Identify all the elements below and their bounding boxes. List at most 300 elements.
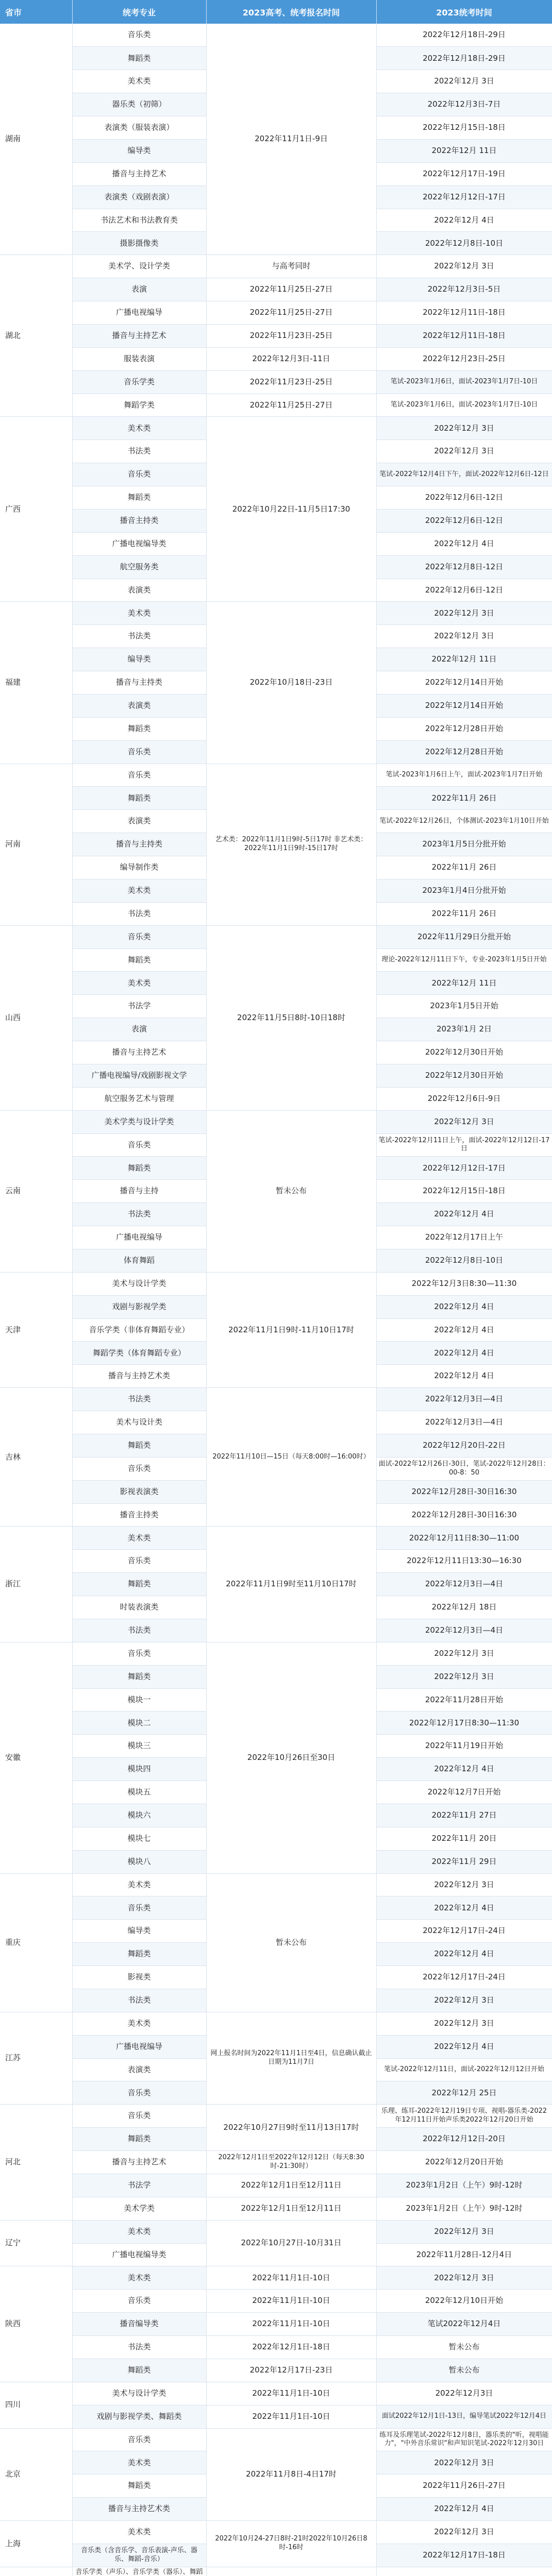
registration-cell: 艺术类：2022年11月1日9时-5日17时 非艺术类：2022年11月1日9时-15日17时 [206,764,376,925]
subject-cell: 舞蹈类 [72,486,206,510]
exam-time-cell: 2022年12月11日13:30—16:30 [376,1550,552,1573]
exam-time-cell: 2022年12月 3日 [376,625,552,648]
exam-time-cell: 面试-2022年12月26日-30日，笔试-2022年12月28日：00-8：50 [376,1457,552,1480]
exam-time-cell: 2022年12月 4日 [376,209,552,232]
exam-time-cell: 2022年12月28日-30日16:30 [376,1503,552,1527]
exam-time-cell: 2022年12月18日-29日 [376,47,552,70]
registration-cell: 2022年12月1日至12月11日 [206,2174,376,2197]
subject-cell: 书法类 [72,2336,206,2359]
exam-time-cell: 2022年12月 3日 [376,417,552,440]
subject-cell: 编导类 [72,1920,206,1943]
registration-cell: 暂未公布 [206,1110,376,1272]
subject-cell: 美术类 [72,602,206,625]
exam-time-cell: 笔试-2022年12月26日，个体测试-2023年1月10日开始 [376,810,552,833]
exam-time-cell: 2022年12月23日-25日 [376,347,552,370]
exam-time-cell: 2023年1月2日（上午）9时-12时 [376,2174,552,2197]
table-row [0,2382,552,2405]
exam-time-cell: 2022年12月11日8:30—11:00 [376,1527,552,1550]
exam-time-cell: 2022年11月 29日 [376,1850,552,1873]
subject-cell: 音乐学类（声乐）、音乐学类（器乐）、舞蹈 [72,2567,206,2576]
registration-cell: 2022年11月1日-10日 [206,2382,376,2405]
exam-time-cell: 2022年12月6日-12日 [376,509,552,532]
subject-cell: 播音与主持艺术 [72,324,206,347]
subject-cell: 舞蹈类 [72,787,206,810]
subject-cell: 航空服务艺术与管理 [72,1087,206,1110]
province-cell: 江苏 [0,2012,72,2105]
exam-time-cell: 2023年1月2日（上午）9时-12时 [376,2197,552,2220]
exam-time-cell: 暂未公布 [376,2359,552,2382]
exam-time-cell: 2022年12月 3日 [376,2266,552,2290]
registration-cell: 2022年11月23日-25日 [206,324,376,347]
subject-cell: 书法类 [72,625,206,648]
exam-time-cell: 面试2022年12月1日-13日，编导笔试2022年12月4日 [376,2405,552,2428]
subject-cell: 广播电视编导 [72,2035,206,2058]
subject-cell: 美术类 [72,70,206,93]
exam-time-cell: 练耳及乐理笔试-2022年12月8日，器乐类的"听，视唱能力"，"中外音乐常识"和声知识笔试-2022年12月30日 [376,2428,552,2451]
subject-cell: 播音主持类 [72,509,206,532]
subject-cell: 音乐类 [72,1896,206,1920]
exam-time-cell: 2022年12月3日8:30—11:30 [376,1272,552,1295]
subject-cell: 美术学类与设计学类 [72,1110,206,1133]
registration-cell: 2022年11月10日—15日（每天8:00时—16:00时） [206,1388,376,1527]
registration-cell: 2022年10月24-27日8时-21时2022年10月26日8时-16时 [206,2521,376,2567]
exam-time-cell: 2022年12月 11日 [376,972,552,995]
subject-cell: 美术类 [72,417,206,440]
exam-time-cell: 2022年12月 3日 [376,2012,552,2035]
subject-cell: 音乐类 [72,1550,206,1573]
exam-time-cell: 笔试-2023年1月6日上午，面试-2023年1月7日开始 [376,764,552,787]
subject-cell: 舞蹈类 [72,1573,206,1596]
registration-cell: 2022年10月22日-11月5日17:30 [206,417,376,602]
table-row [0,324,552,347]
exam-time-cell: 2022年12月 3日 [376,255,552,278]
table-row [0,394,552,417]
table-row [0,2105,552,2128]
exam-time-cell: 2022年12月 11日 [376,139,552,162]
province-cell: 山西 [0,925,72,1110]
table-row [0,2174,552,2197]
exam-time-cell: 2022年12月30日开始 [376,1064,552,1087]
exam-time-cell: 2022年12月12日-17日 [376,185,552,209]
exam-time-cell: 2022年12月 4日 [376,1943,552,1966]
table-row [0,301,552,325]
registration-cell: 2022年11月1日-10日 [206,2266,376,2290]
subject-cell: 美术学类 [72,2197,206,2220]
subject-cell: 模块八 [72,1850,206,1873]
subject-cell: 广播电视编导 [72,301,206,325]
exam-time-cell: 2022年12月 4日 [376,532,552,555]
exam-time-cell: 2022年12月8日-12日 [376,555,552,579]
subject-cell: 美术类 [72,2451,206,2475]
subject-cell: 广播电视编导类 [72,2243,206,2266]
exam-time-cell: 2022年12月20日开始 [376,2151,552,2174]
subject-cell: 美术类 [72,879,206,902]
subject-cell: 模块三 [72,1735,206,1758]
exam-time-cell: 2022年12月 3日 [376,2521,552,2544]
subject-cell: 舞蹈类 [72,1665,206,1688]
table-row [0,24,552,47]
registration-cell: 2022年12月1日至2022年12月12日（每天8:30时-21:30时） [206,2151,376,2174]
subject-cell: 模块二 [72,1711,206,1735]
table-row [0,347,552,370]
exam-time-cell: 2022年12月18日-29日 [376,24,552,47]
subject-cell: 音乐类 [72,2290,206,2313]
subject-cell: 表演类 [72,810,206,833]
exam-time-cell: 2022年11月19日开始 [376,1735,552,1758]
subject-cell: 美术类 [72,972,206,995]
exam-time-cell: 2022年12月 4日 [376,1295,552,1318]
province-cell: 河北 [0,2105,72,2220]
province-cell: 河南 [0,764,72,925]
subject-cell: 表演 [72,278,206,301]
exam-time-cell: 2022年12月20日-22日 [376,1434,552,1457]
province-cell: 天津 [0,1272,72,1387]
exam-time-cell: 2022年12月11日-18日 [376,301,552,325]
table-row [0,2197,552,2220]
subject-cell: 音乐类（含音乐学、音乐表演-声乐、器乐、舞蹈-音乐） [72,2544,206,2567]
exam-time-cell: 2022年12月3日—4日 [376,1573,552,1596]
exam-time-cell: 2022年11月 26日 [376,902,552,925]
registration-cell: 2022年10月27日-10月31日 [206,2220,376,2266]
exam-time-cell: 2022年12月3日—4日 [376,1619,552,1642]
exam-time-cell: 2022年12月 4日 [376,2498,552,2521]
table-row [0,764,552,787]
subject-cell: 书法艺术和书法教育类 [72,209,206,232]
table-row [0,278,552,301]
table-row [0,1272,552,1295]
exam-time-cell: 2022年12月3日-5日 [376,278,552,301]
table-row [0,1642,552,1665]
exam-time-cell: 2022年11月 27日 [376,1804,552,1827]
registration-cell: 2022年11月25日-27日 [206,278,376,301]
exam-time-cell: 2022年12月17日-18日 [376,2544,552,2567]
subject-cell: 美术与设计学类 [72,1272,206,1295]
exam-time-cell: 2022年12月 18日 [376,1596,552,1619]
subject-cell: 播音与主持艺术 [72,2151,206,2174]
exam-time-cell: 2022年12月10日开始 [376,2290,552,2313]
exam-time-cell: 笔试-2022年12月11日，面试-2022年12月12日开始 [376,2058,552,2081]
exam-time-cell: 笔试-2023年1月6日，面试-2023年1月7日-10日 [376,394,552,417]
subject-cell: 舞蹈学类 [72,394,206,417]
subject-cell: 戏剧与影视学类、舞蹈类 [72,2405,206,2428]
exam-time-cell: 笔试-2022年12月11日上午，面试-2022年12月12日-17日 [376,1133,552,1157]
subject-cell: 舞蹈类 [72,1434,206,1457]
subject-cell: 音乐类 [72,463,206,486]
exam-time-cell: 2022年12月 4日 [376,1896,552,1920]
table-row [0,2220,552,2243]
registration-cell: 2022年11月25日-27日 [206,301,376,325]
registration-cell: 2022年11月25日-27日 [206,394,376,417]
exam-time-cell: 2022年11月28日-12月4日 [376,2243,552,2266]
subject-cell: 舞蹈学类（体育舞蹈专业） [72,1342,206,1365]
subject-cell: 器乐类（初筛） [72,93,206,116]
subject-cell: 音乐类 [72,925,206,948]
subject-cell: 美术类 [72,1527,206,1550]
exam-time-cell: 2022年12月8日-10日 [376,1249,552,1272]
subject-cell: 音乐类 [72,764,206,787]
subject-cell: 舞蹈类 [72,47,206,70]
subject-cell: 表演类 [72,579,206,602]
registration-cell: 2022年11月1日-10日 [206,2405,376,2428]
exam-time-cell: 2022年12月3日 [376,2382,552,2405]
table-row [0,2290,552,2313]
subject-cell: 美术与设计类 [72,1411,206,1434]
registration-cell: 暂未公布 [206,1873,376,2012]
exam-time-cell: 2022年12月15日-18日 [376,116,552,140]
table-row [0,1873,552,1896]
table-row [0,2405,552,2428]
exam-time-cell: 2022年11月26日-27日 [376,2475,552,2498]
exam-time-cell: 2022年12月 4日 [376,1342,552,1365]
exam-time-cell: 2022年12月 4日 [376,1758,552,1781]
exam-time-cell: 2022年12月 3日 [376,440,552,463]
subject-cell: 美术类 [72,1873,206,1896]
registration-cell: 2022年12月3日-11日 [206,347,376,370]
subject-cell: 编导类 [72,139,206,162]
table-row [0,2428,552,2451]
subject-cell: 舞蹈类 [72,2359,206,2382]
exam-time-cell: 2023年1月5日分批开始 [376,833,552,856]
subject-cell: 时装表演类 [72,1596,206,1619]
subject-cell: 美术类 [72,2266,206,2290]
subject-cell: 音乐类 [72,2105,206,2128]
subject-cell: 书法学 [72,995,206,1018]
exam-time-cell: 2022年11月29日分批开始 [376,925,552,948]
exam-time-cell: 2022年11月 20日 [376,1827,552,1850]
subject-cell: 服装表演 [72,347,206,370]
subject-cell: 书法类 [72,1388,206,1411]
table-row [0,925,552,948]
subject-cell: 舞蹈类 [72,1943,206,1966]
subject-cell: 书法类 [72,1203,206,1226]
subject-cell: 播音与主持类 [72,671,206,694]
exam-time-cell: 笔试2022年12月4日 [376,2313,552,2336]
registration-cell: 2022年12月17日-23日 [206,2359,376,2382]
subject-cell: 音乐学类（非体育舞蹈专业） [72,1318,206,1342]
exam-time-cell: 2022年12月14日开始 [376,694,552,717]
subject-cell: 美术类 [72,2012,206,2035]
subject-cell: 美术学、设计学类 [72,255,206,278]
table-row [0,602,552,625]
subject-cell: 美术类 [72,2521,206,2544]
subject-cell: 音乐类 [72,740,206,764]
exam-time-cell: 2022年12月 4日 [376,1318,552,1342]
exam-time-cell: 2022年12月12日-17日 [376,1157,552,1180]
table-row [0,2313,552,2336]
exam-time-cell: 2022年12月7日开始 [376,1781,552,1804]
exam-time-cell: 2022年12月 4日 [376,2035,552,2058]
subject-cell: 编导类 [72,648,206,671]
exam-time-cell: 2022年12月17日-24日 [376,1920,552,1943]
exam-time-cell: 2023年1月5日开始 [376,995,552,1018]
exam-time-cell: 2022年12月 11日 [376,648,552,671]
subject-cell: 航空服务类 [72,555,206,579]
exam-time-cell: 2022年11月 26日 [376,787,552,810]
registration-cell: 2022年11月1日-10日 [206,2313,376,2336]
exam-time-cell: 2022年12月6日-12日 [376,486,552,510]
table-row [0,2266,552,2290]
subject-cell: 模块六 [72,1804,206,1827]
subject-cell: 舞蹈类 [72,2128,206,2151]
exam-time-cell: 2022年12月30日开始 [376,1041,552,1064]
table-row [0,370,552,394]
subject-cell: 音乐类 [72,24,206,47]
registration-cell [206,2567,376,2576]
exam-time-cell: 2022年11月28日开始 [376,1688,552,1711]
registration-cell: 2022年11月5日8时-10日18时 [206,925,376,1110]
table-row [0,1388,552,1411]
province-cell: 云南 [0,1110,72,1272]
subject-cell: 音乐类 [72,1642,206,1665]
registration-cell: 2022年11月1日9时-11月10日17时 [206,1272,376,1387]
subject-cell: 模块五 [72,1781,206,1804]
table-row [0,2359,552,2382]
exam-time-cell: 2022年12月28日-30日16:30 [376,1480,552,1503]
table-row [0,2151,552,2174]
subject-cell: 表演类 [72,2058,206,2081]
exam-time-cell: 2022年12月 25日 [376,2081,552,2105]
province-cell: 四川 [0,2382,72,2428]
table-row [0,2336,552,2359]
exam-time-cell: 2022年12月12日-20日 [376,2128,552,2151]
exam-time-cell: 2022年12月 3日 [376,2451,552,2475]
province-cell: 广西 [0,417,72,602]
subject-cell: 播音与主持类 [72,833,206,856]
exam-time-cell: 2022年12月 3日 [376,1989,552,2012]
subject-cell: 音乐类 [72,1457,206,1480]
province-cell: 辽宁 [0,2220,72,2266]
exam-time-cell: 2022年12月3日-7日 [376,93,552,116]
registration-cell: 2022年10月18日-23日 [206,602,376,764]
exam-time-cell: 2022年12月3日—4日 [376,1411,552,1434]
exam-time-cell: 2022年12月6日-9日 [376,1087,552,1110]
subject-cell: 广播电视编导 [72,1226,206,1249]
table-row [0,1527,552,1550]
subject-cell: 播音与主持艺术类 [72,1365,206,1388]
exam-time-cell: 2022年12月8日-10日 [376,232,552,255]
header-registration: 2023高考、统考报名时间 [206,0,376,24]
exam-time-cell: 理论-2022年12月11日下午，专业-2023年1月5日开始 [376,948,552,972]
subject-cell: 书法类 [72,902,206,925]
exam-time-cell: 笔试-2023年1月6日，面试-2023年1月7日-10日 [376,370,552,394]
registration-cell: 2022年11月1日-10日 [206,2290,376,2313]
exam-time-cell: 2022年12月14日开始 [376,671,552,694]
subject-cell: 舞蹈类 [72,1157,206,1180]
subject-cell: 舞蹈类 [72,948,206,972]
subject-cell: 书法类 [72,440,206,463]
exam-time-cell: 2022年12月17日-24日 [376,1966,552,1989]
exam-time-cell: 2022年12月17日上午 [376,1226,552,1249]
province-cell [0,2567,72,2576]
exam-time-cell: 2022年12月 3日 [376,1110,552,1133]
subject-cell: 广播电视编导类 [72,532,206,555]
exam-time-cell: 2022年12月11日-18日 [376,324,552,347]
subject-cell: 表演 [72,1018,206,1041]
header-subject: 统考专业 [72,0,206,24]
province-cell: 湖北 [0,255,72,417]
subject-cell: 美术类 [72,2220,206,2243]
exam-time-cell: 2022年12月 3日 [376,1642,552,1665]
subject-cell: 戏剧与影视学类 [72,1295,206,1318]
subject-cell: 表演类（戏剧表演） [72,185,206,209]
subject-cell: 播音编导类 [72,2313,206,2336]
province-cell: 安徽 [0,1642,72,1873]
exam-time-cell: 2022年12月28日开始 [376,740,552,764]
exam-time-cell: 2022年12月 3日 [376,1873,552,1896]
header-row [0,0,552,24]
subject-cell: 播音与主持艺术 [72,1041,206,1064]
table-row [0,255,552,278]
subject-cell: 播音与主持艺术类 [72,2498,206,2521]
exam-time-cell: 暂未公布 [376,2336,552,2359]
registration-cell: 2022年11月8日-4日17时 [206,2428,376,2521]
subject-cell: 音乐类 [72,2428,206,2451]
subject-cell: 模块七 [72,1827,206,1850]
subject-cell: 播音与主持艺术 [72,162,206,185]
subject-cell: 音乐类 [72,2081,206,2105]
table-row [0,417,552,440]
registration-cell: 2022年11月1日-9日 [206,24,376,255]
subject-cell: 音乐类 [72,1133,206,1157]
exam-time-cell: 2022年12月 3日 [376,70,552,93]
province-cell: 上海 [0,2521,72,2567]
exam-time-cell: 2022年12月3日—4日 [376,1388,552,1411]
exam-time-cell: 2022年11月 26日 [376,856,552,879]
table-row [0,1110,552,1133]
exam-time-cell: 2022年12月 3日 [376,2220,552,2243]
registration-cell: 2022年11月1日9时至11月10日17时 [206,1527,376,1642]
header-exam: 2023统考时间 [376,0,552,24]
subject-cell: 表演类（服装表演） [72,116,206,140]
subject-cell: 摄影摄像类 [72,232,206,255]
exam-time-cell: 2022年12月 4日 [376,1203,552,1226]
exam-time-cell: 2023年1月 2日 [376,1018,552,1041]
exam-time-cell: 2022年12月 3日 [376,602,552,625]
province-cell: 重庆 [0,1873,72,2012]
subject-cell: 编导制作类 [72,856,206,879]
table-body [0,24,552,2576]
exam-time-cell [376,2567,552,2576]
registration-cell: 2022年12月1日-18日 [206,2336,376,2359]
registration-cell: 与高考同时 [206,255,376,278]
subject-cell: 书法学 [72,2174,206,2197]
table-row [0,2012,552,2035]
subject-cell: 书法类 [72,1989,206,2012]
province-cell: 浙江 [0,1527,72,1642]
registration-cell: 2022年11月23日-25日 [206,370,376,394]
registration-cell: 网上报名时间为2022年11月1日至4日，信息确认截止日期为11月7日 [206,2012,376,2105]
table-row [0,2567,552,2576]
exam-time-cell: 2023年1月4日分批开始 [376,879,552,902]
exam-time-cell: 笔试-2022年12月4日下午，面试-2022年12月6日-12日 [376,463,552,486]
province-cell: 陕西 [0,2266,72,2382]
exam-time-cell: 2022年12月 3日 [376,1665,552,1688]
exam-time-cell: 2022年12月17日-19日 [376,162,552,185]
subject-cell: 音乐学类 [72,370,206,394]
subject-cell: 影视表演类 [72,1480,206,1503]
registration-cell: 2022年10月26日至30日 [206,1642,376,1873]
province-cell: 福建 [0,602,72,764]
subject-cell: 美术与设计学类 [72,2382,206,2405]
subject-cell: 舞蹈类 [72,717,206,740]
subject-cell: 播音主持类 [72,1503,206,1527]
exam-time-cell: 2022年12月28日开始 [376,717,552,740]
subject-cell: 书法类 [72,1619,206,1642]
registration-cell: 2022年10月27日9时至11月13日17时 [206,2105,376,2151]
subject-cell: 模块四 [72,1758,206,1781]
province-cell: 吉林 [0,1388,72,1527]
exam-time-cell: 2022年12月15日-18日 [376,1180,552,1203]
